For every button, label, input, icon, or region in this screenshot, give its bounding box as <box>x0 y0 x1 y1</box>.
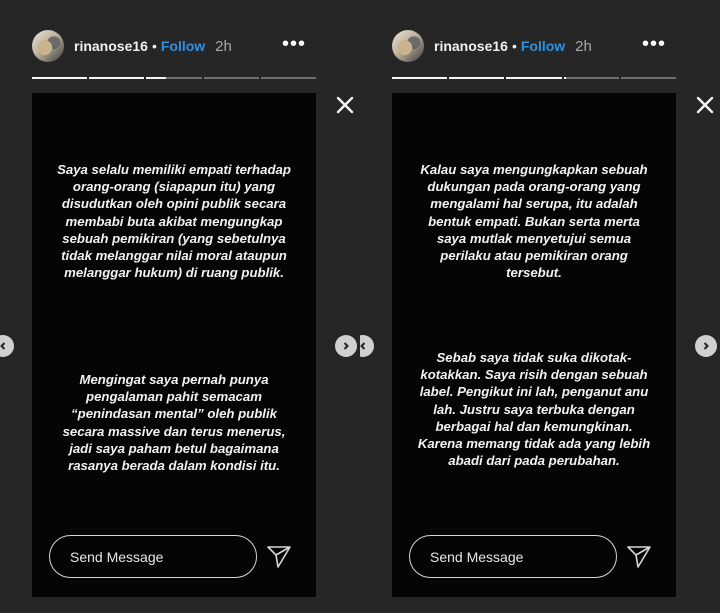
progress-segment <box>621 77 676 79</box>
avatar[interactable] <box>392 30 424 62</box>
more-options-icon[interactable]: ••• <box>281 33 306 55</box>
separator-dot: • <box>511 38 517 54</box>
story-header <box>392 28 676 64</box>
close-icon[interactable] <box>336 96 354 114</box>
progress-segment <box>449 77 504 79</box>
progress-segment <box>261 77 316 79</box>
close-icon[interactable] <box>696 96 714 114</box>
timestamp: 2h <box>575 37 592 55</box>
username[interactable]: rinanose16 <box>434 38 508 54</box>
next-story-button[interactable] <box>335 335 357 357</box>
previous-story-button[interactable] <box>0 335 14 357</box>
send-message-input[interactable]: Send Message <box>409 535 617 578</box>
more-options-icon[interactable]: ••• <box>641 33 666 55</box>
story-header <box>32 28 316 64</box>
progress-segment <box>146 77 201 79</box>
story-content[interactable] <box>392 93 676 597</box>
separator-dot: • <box>151 38 157 54</box>
story-paragraph-2: Mengingat saya pernah punya pengalaman pahit semacam “penindasan mental” oleh publik secara massive dan terus menerus, jadi saya paham betul bagaimana rasanya berada dalam kondisi itu. <box>62 372 286 474</box>
chevron-left-icon <box>0 341 8 351</box>
progress-segment <box>32 77 87 79</box>
progress-segment <box>506 77 561 79</box>
progress-segment <box>204 77 259 79</box>
story-paragraph-1: Saya selalu memiliki empati terhadap orang-orang (siapapun itu) yang disudutkan oleh opini publik secara membabi buta akibat mengungkap sebuah pemikiran (yang sebetulnya tidak melanggar nilai moral ataupun melanggar hukum) di ruang publik. <box>57 162 291 281</box>
story-content[interactable] <box>32 93 316 597</box>
story-paragraph-2: Sebab saya tidak suka dikotak-kotakkan. Saya risih dengan sebuah label. Pengikut ini lah, penganut anu lah. Justru saya terbuka dengan berbagai hal dan kemungkinan. Karena memang tidak ada yang lebih abadi dari pada perubahan. <box>417 350 651 469</box>
chevron-right-icon <box>701 341 711 351</box>
follow-button[interactable]: Follow <box>160 38 206 54</box>
send-icon[interactable] <box>266 543 292 569</box>
chevron-right-icon <box>341 341 351 351</box>
story-paragraph-1: Kalau saya mengungkapkan sebuah dukungan pada orang-orang yang mengalami hal serupa, itu adalah bentuk empati. Bukan serta merta saya mutlak menyetujui semua perilaku atau pemikiran orang tersebut. <box>420 162 648 281</box>
progress-segment <box>89 77 144 79</box>
story-viewer-right <box>360 0 720 613</box>
send-icon[interactable] <box>626 543 652 569</box>
follow-button[interactable]: Follow <box>520 38 566 54</box>
previous-story-button[interactable] <box>360 335 374 357</box>
avatar[interactable] <box>32 30 64 62</box>
send-message-input[interactable]: Send Message <box>49 535 257 578</box>
chevron-left-icon <box>360 341 368 351</box>
progress-segment <box>392 77 447 79</box>
next-story-button[interactable] <box>695 335 717 357</box>
timestamp: 2h <box>215 37 232 55</box>
story-progress-bar <box>32 77 316 80</box>
progress-segment <box>564 77 619 79</box>
story-progress-bar <box>392 77 676 80</box>
username[interactable]: rinanose16 <box>74 38 148 54</box>
